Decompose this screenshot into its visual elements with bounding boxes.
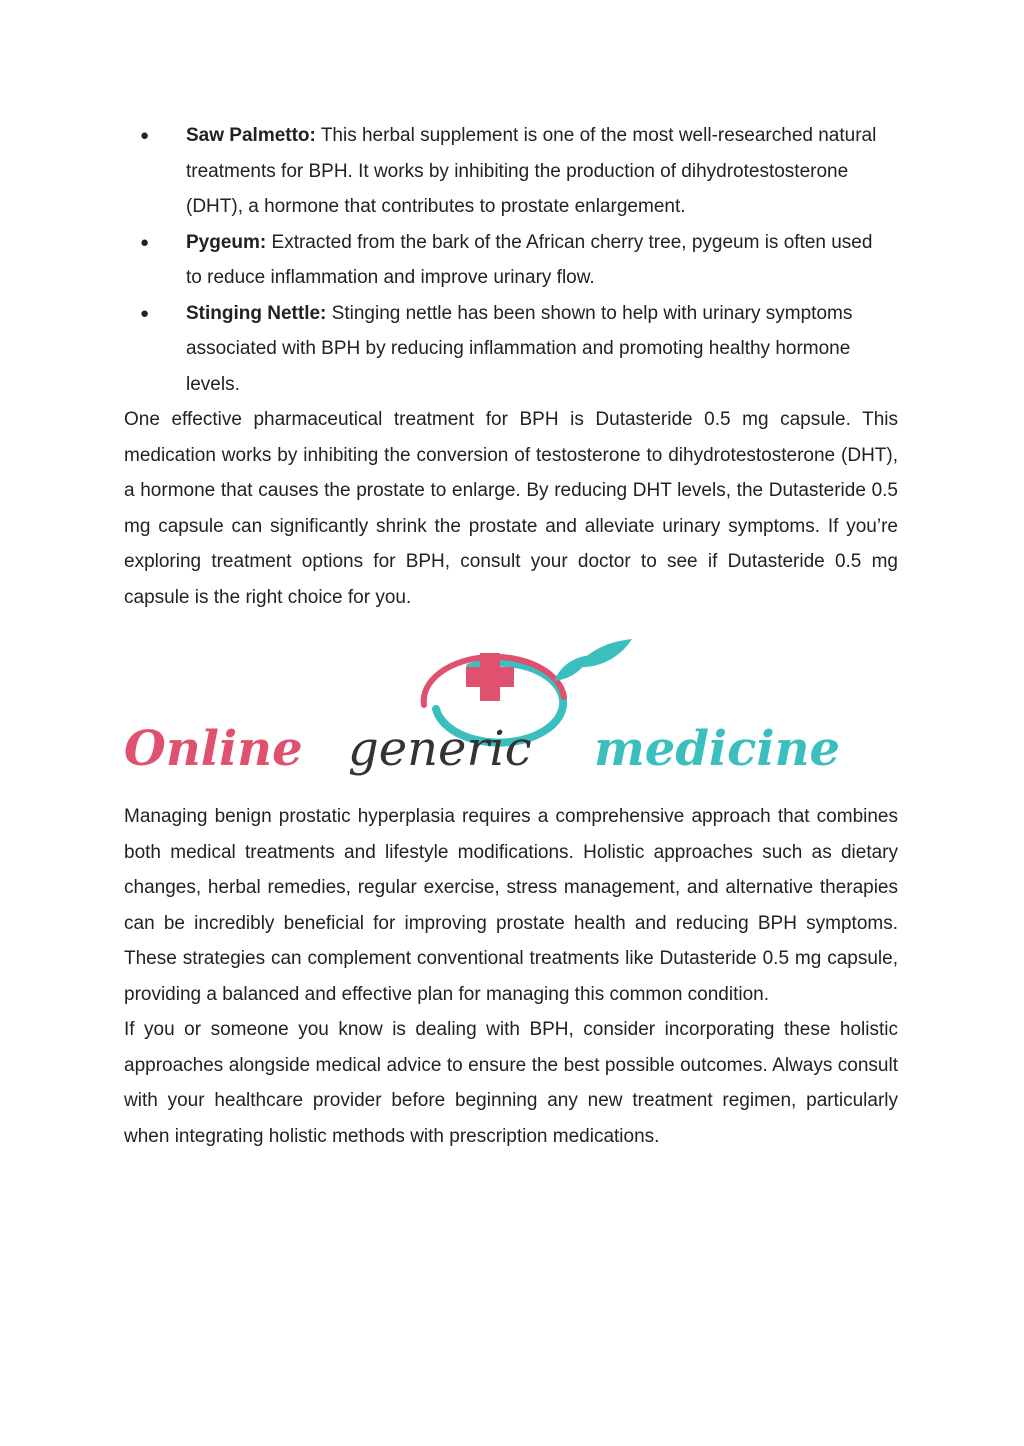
list-item-stinging-nettle: [124, 296, 886, 403]
list-item-text: Stinging nettle has been shown to help with urinary symptoms associated with BPH by reducing inflammation and promoting healthy hormone levels.: [186, 302, 853, 395]
paragraph-consider: If you or someone you know is dealing with BPH, consider incorporating these holistic approaches alongside medical advice to ensure the best possible outcomes. Always consult with your healthcare provider before beginning any new treatment regimen, particularly when integrating holistic methods with prescription medications.: [124, 1019, 898, 1147]
list-item-pygeum: [124, 225, 886, 296]
list-item-term: Pygeum:: [186, 231, 267, 253]
logo-word-generic: generic: [348, 721, 532, 777]
list-item-term: Stinging Nettle:: [186, 302, 327, 324]
remedies-list: [124, 118, 898, 402]
logo-graphic: [124, 639, 898, 799]
online-generic-medicine-logo: [124, 639, 898, 799]
logo-word-medicine: medicine: [594, 721, 841, 777]
list-item-text: This herbal supplement is one of the most well-researched natural treatments for BPH. It works by inhibiting the production of dihydrotestosterone (DHT), a hormone that contributes to prostate enlargement.: [186, 125, 877, 217]
paragraph-managing: Managing benign prostatic hyperplasia requires a comprehensive approach that combines both medical treatments and lifestyle modifications. Holistic approaches such as dietary changes, herbal remedies, regular exercise, stress management, and alternative therapies can be incredibly beneficial for improving prostate health and reducing BPH symptoms. These strategies can complement conventional treatments like Dutasteride 0.5 mg capsule, providing a balanced and effective plan for managing this common condition.: [124, 806, 898, 1005]
document-page: [124, 118, 898, 1154]
list-item-saw-palmetto: [124, 118, 886, 225]
logo-word-online: Online: [124, 721, 303, 777]
paragraph-dutasteride: One effective pharmaceutical treatment for BPH is Dutasteride 0.5 mg capsule. This medication works by inhibiting the conversion of testosterone to dihydrotestosterone (DHT), a hormone that causes the prostate to enlarge. By reducing DHT levels, the Dutasteride 0.5 mg capsule can significantly shrink the prostate and alleviate urinary symptoms. If you’re exploring treatment options for BPH, consult your doctor to see if Dutasteride 0.5 mg capsule is the right choice for you.: [124, 409, 898, 608]
list-item-term: Saw Palmetto:: [186, 125, 316, 146]
bullet-icon: ●: [140, 304, 150, 322]
bullet-icon: ●: [140, 127, 150, 144]
bullet-icon: ●: [140, 233, 150, 251]
list-item-text: Extracted from the bark of the African cherry tree, pygeum is often used to reduce inflammation and improve urinary flow.: [186, 231, 873, 288]
